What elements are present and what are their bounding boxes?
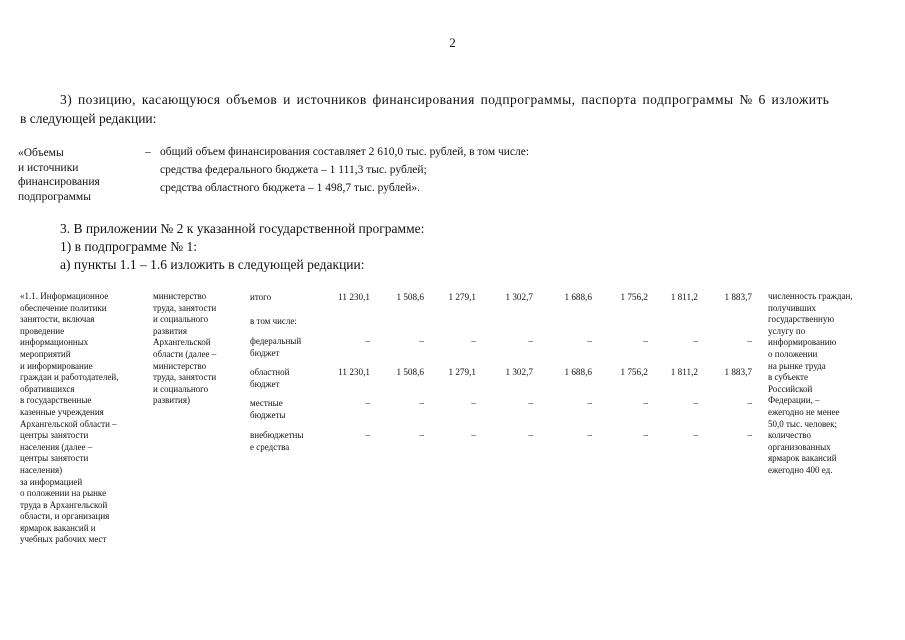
funding-regional-line: средства областного бюджета – 1 498,7 тыс. рублей». [160, 182, 421, 194]
funding-value-cell: 1 811,2 [670, 367, 698, 377]
funding-value-cell: 1 688,6 [564, 367, 592, 377]
funding-value-cell: 1 756,2 [620, 367, 648, 377]
funding-row-label: областной бюджет [250, 367, 290, 389]
funding-value-cell: 1 508,6 [396, 292, 424, 302]
section3-subitem-a: а) пункты 1.1 – 1.6 изложить в следующей редакции: [60, 257, 365, 272]
funding-row-label: местные бюджеты [250, 398, 286, 420]
funding-value-cell: 1 883,7 [724, 367, 752, 377]
funding-value-cell: – [528, 398, 533, 408]
funding-value-cell: – [693, 336, 698, 346]
funding-row-label: в том числе: [250, 316, 297, 326]
funding-value-cell: 1 883,7 [724, 292, 752, 302]
funding-value-cell: 11 230,1 [338, 367, 370, 377]
funding-value-cell: – [587, 398, 592, 408]
item3-text-line2: в следующей редакции: [20, 111, 157, 126]
funding-total-line: общий объем финансирования составляет 2 610,0 тыс. рублей, в том числе: [160, 146, 530, 158]
funding-value-cell: 11 230,1 [338, 292, 370, 302]
funding-value-cell: 1 302,7 [505, 367, 533, 377]
funding-value-cell: – [693, 398, 698, 408]
funding-value-cell: – [419, 430, 424, 440]
funding-row-label: внебюджетны е средства [250, 430, 304, 452]
funding-value-cell: – [643, 336, 648, 346]
section3-title: 3. В приложении № 2 к указанной государственной программе: [60, 221, 425, 236]
funding-row-label: федеральный бюджет [250, 336, 302, 358]
funding-value-cell: – [747, 336, 752, 346]
funding-value-cell: – [365, 336, 370, 346]
funding-value-cell: – [528, 430, 533, 440]
table-activity-cell: «1.1. Информационное обеспечение политики занятости, включая проведение информационных мероприятий и информирование граждан и работодателей, обратившихся в государственные казенные учреждения Архангельской области – центры занятости населения (далее – центры занятости населения) за информацией о положении на рынке труда в Архангельской области, и организация ярмарок вакансий и учебных рабочих мест [20, 291, 119, 545]
funding-value-cell: – [365, 430, 370, 440]
funding-value-cell: 1 279,1 [448, 292, 476, 302]
funding-federal-line: средства федерального бюджета – 1 111,3 тыс. рублей; [160, 164, 427, 176]
funding-value-cell: – [693, 430, 698, 440]
funding-value-cell: – [419, 336, 424, 346]
funding-label: «Объемы и источники финансирования подпрограммы [18, 147, 100, 203]
funding-value-cell: – [643, 398, 648, 408]
funding-value-cell: – [747, 398, 752, 408]
funding-value-cell: 1 756,2 [620, 292, 648, 302]
funding-value-cell: 1 279,1 [448, 367, 476, 377]
funding-value-cell: – [747, 430, 752, 440]
section3-subitem-1: 1) в подпрограмме № 1: [60, 239, 198, 254]
item3-text-line1: 3) позицию, касающуюся объемов и источников финансирования подпрограммы, паспорта подпрограммы № 6 изложить [60, 92, 830, 107]
funding-value-cell: – [587, 430, 592, 440]
page-number: 2 [449, 35, 456, 50]
funding-value-cell: – [587, 336, 592, 346]
funding-value-cell: – [419, 398, 424, 408]
funding-value-cell: – [471, 430, 476, 440]
funding-value-cell: 1 811,2 [670, 292, 698, 302]
funding-value-cell: – [365, 398, 370, 408]
funding-value-cell: – [471, 398, 476, 408]
funding-value-cell: 1 508,6 [396, 367, 424, 377]
funding-dash: – [145, 146, 151, 158]
funding-value-cell: – [643, 430, 648, 440]
funding-row-label: итого [250, 292, 272, 302]
funding-value-cell: 1 302,7 [505, 292, 533, 302]
table-result-cell: численность граждан, получивших государственную услугу по информированию о положении на рынке труда в субъекте Российской Федерации, – ежегодно не менее 50,0 тыс. человек; количество организованных ярмарок вакансий ежегодно 400 ед. [768, 291, 853, 475]
funding-value-cell: – [528, 336, 533, 346]
table-executor-cell: министерство труда, занятости и социального развития Архангельской области (далее – министерство труда, занятости и социального развития) [153, 291, 217, 406]
funding-value-cell: – [471, 336, 476, 346]
funding-value-cell: 1 688,6 [564, 292, 592, 302]
